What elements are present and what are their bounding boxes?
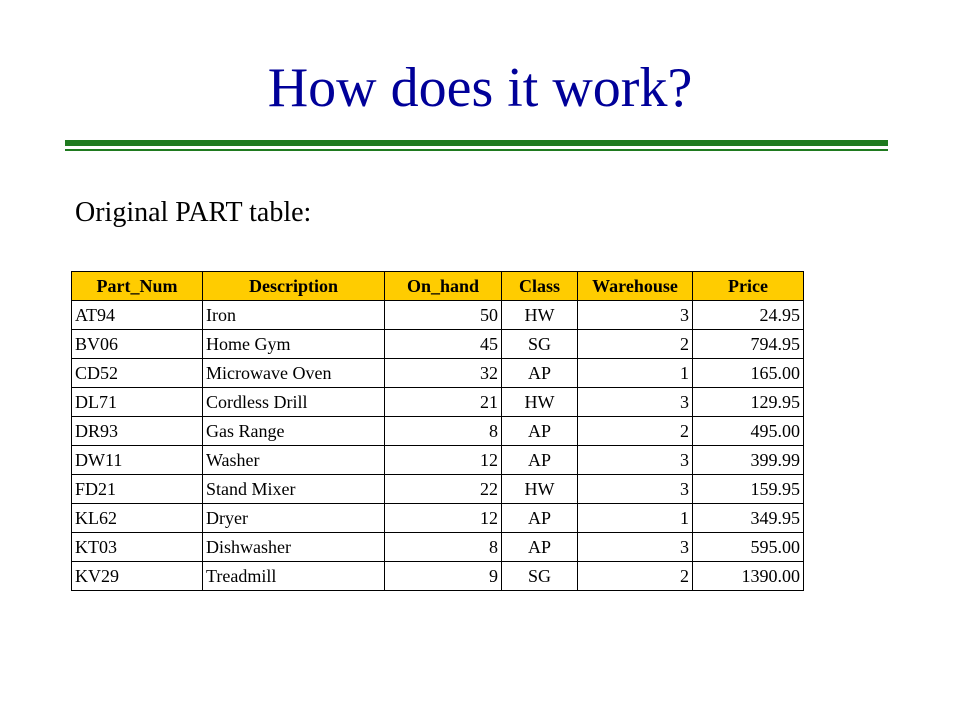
cell-on-hand: 32 xyxy=(385,359,502,388)
cell-class: AP xyxy=(502,417,578,446)
cell-warehouse: 3 xyxy=(578,533,693,562)
title-divider-thin xyxy=(65,149,888,151)
cell-on-hand: 45 xyxy=(385,330,502,359)
cell-price: 595.00 xyxy=(693,533,804,562)
cell-part-num: CD52 xyxy=(72,359,203,388)
table-row xyxy=(72,446,804,475)
cell-description: Iron xyxy=(203,301,385,330)
table-row xyxy=(72,301,804,330)
cell-part-num: BV06 xyxy=(72,330,203,359)
cell-on-hand: 9 xyxy=(385,562,502,591)
cell-class: AP xyxy=(502,359,578,388)
column-header-class: Class xyxy=(502,272,578,301)
cell-warehouse: 3 xyxy=(578,446,693,475)
cell-part-num: KT03 xyxy=(72,533,203,562)
cell-description: Microwave Oven xyxy=(203,359,385,388)
cell-class: SG xyxy=(502,562,578,591)
table-header-row xyxy=(72,272,804,301)
table-caption: Original PART table: xyxy=(75,197,312,228)
cell-description: Stand Mixer xyxy=(203,475,385,504)
table-row xyxy=(72,562,804,591)
cell-class: AP xyxy=(502,504,578,533)
table-row xyxy=(72,533,804,562)
cell-class: SG xyxy=(502,330,578,359)
column-header-description: Description xyxy=(203,272,385,301)
part-table xyxy=(71,271,804,591)
slide-title: How does it work? xyxy=(267,57,693,119)
cell-part-num: DL71 xyxy=(72,388,203,417)
column-header-price: Price xyxy=(693,272,804,301)
cell-description: Cordless Drill xyxy=(203,388,385,417)
cell-on-hand: 8 xyxy=(385,533,502,562)
cell-on-hand: 22 xyxy=(385,475,502,504)
table-row xyxy=(72,504,804,533)
cell-warehouse: 3 xyxy=(578,388,693,417)
cell-class: HW xyxy=(502,301,578,330)
cell-on-hand: 21 xyxy=(385,388,502,417)
table-row xyxy=(72,417,804,446)
title-divider-thick xyxy=(65,140,888,146)
cell-part-num: DW11 xyxy=(72,446,203,475)
cell-warehouse: 1 xyxy=(578,504,693,533)
cell-price: 129.95 xyxy=(693,388,804,417)
cell-class: HW xyxy=(502,475,578,504)
column-header-on-hand: On_hand xyxy=(385,272,502,301)
cell-description: Home Gym xyxy=(203,330,385,359)
cell-price: 349.95 xyxy=(693,504,804,533)
column-header-warehouse: Warehouse xyxy=(578,272,693,301)
cell-part-num: KL62 xyxy=(72,504,203,533)
table-row xyxy=(72,359,804,388)
table-row xyxy=(72,388,804,417)
cell-price: 399.99 xyxy=(693,446,804,475)
cell-on-hand: 8 xyxy=(385,417,502,446)
cell-description: Gas Range xyxy=(203,417,385,446)
cell-part-num: FD21 xyxy=(72,475,203,504)
cell-price: 1390.00 xyxy=(693,562,804,591)
cell-price: 24.95 xyxy=(693,301,804,330)
cell-class: AP xyxy=(502,446,578,475)
cell-on-hand: 12 xyxy=(385,446,502,475)
cell-description: Treadmill xyxy=(203,562,385,591)
cell-price: 495.00 xyxy=(693,417,804,446)
cell-price: 159.95 xyxy=(693,475,804,504)
cell-price: 165.00 xyxy=(693,359,804,388)
cell-price: 794.95 xyxy=(693,330,804,359)
cell-warehouse: 1 xyxy=(578,359,693,388)
cell-part-num: AT94 xyxy=(72,301,203,330)
cell-description: Washer xyxy=(203,446,385,475)
table-row xyxy=(72,330,804,359)
cell-class: HW xyxy=(502,388,578,417)
cell-description: Dishwasher xyxy=(203,533,385,562)
cell-on-hand: 50 xyxy=(385,301,502,330)
cell-part-num: KV29 xyxy=(72,562,203,591)
cell-on-hand: 12 xyxy=(385,504,502,533)
table-row xyxy=(72,475,804,504)
cell-warehouse: 2 xyxy=(578,562,693,591)
cell-warehouse: 2 xyxy=(578,417,693,446)
cell-description: Dryer xyxy=(203,504,385,533)
cell-part-num: DR93 xyxy=(72,417,203,446)
column-header-part-num: Part_Num xyxy=(72,272,203,301)
cell-warehouse: 3 xyxy=(578,475,693,504)
cell-class: AP xyxy=(502,533,578,562)
cell-warehouse: 3 xyxy=(578,301,693,330)
cell-warehouse: 2 xyxy=(578,330,693,359)
